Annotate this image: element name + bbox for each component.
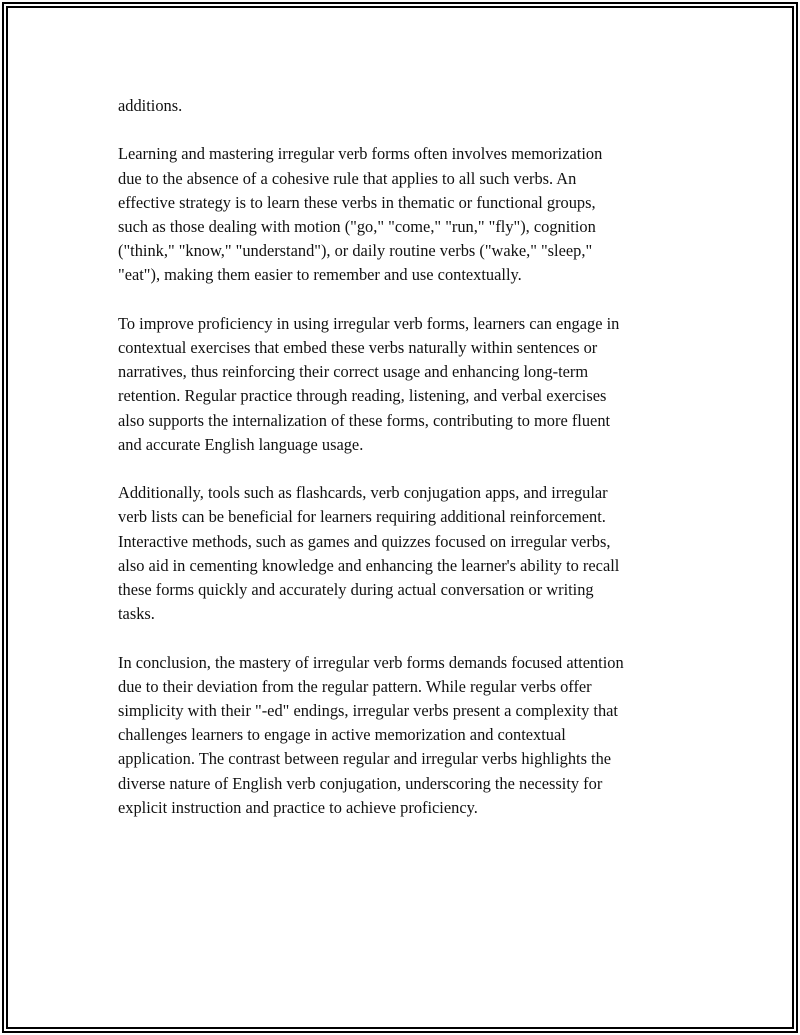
text-line: verb lists can be beneficial for learners requiring additional reinforcement. (118, 507, 606, 527)
paragraph-continuation (118, 94, 698, 118)
text-line: due to the absence of a cohesive rule that applies to all such verbs. An (118, 168, 577, 188)
text-line: challenges learners to engage in active memorization and contextual (118, 725, 566, 745)
text-line: ("think," "know," "understand"), or daily routine verbs ("wake," "sleep," (118, 241, 593, 261)
paragraph-conclusion (118, 651, 698, 820)
text-line: "eat"), making them easier to remember and use contextually. (118, 265, 522, 285)
text-line: In conclusion, the mastery of irregular verb forms demands focused attention (118, 652, 624, 672)
text-line: retention. Regular practice through reading, listening, and verbal exercises (118, 386, 607, 406)
text-line: tasks. (118, 604, 155, 624)
text-line: explicit instruction and practice to achieve proficiency. (118, 797, 478, 817)
text-line: also supports the internalization of these forms, contributing to more fluent (118, 410, 611, 430)
text-line: simplicity with their "-ed" endings, irregular verbs present a complexity that (118, 701, 618, 721)
text-line: Learning and mastering irregular verb forms often involves memorization (118, 144, 603, 164)
text-line: Interactive methods, such as games and quizzes focused on irregular verbs, (118, 531, 611, 551)
paragraph-tools (118, 481, 698, 626)
text-line: due to their deviation from the regular pattern. While regular verbs offer (118, 676, 592, 696)
text-line: also aid in cementing knowledge and enhancing the learner's ability to recall (118, 555, 620, 575)
text-line: these forms quickly and accurately during actual conversation or writing (118, 580, 594, 600)
text-line: narratives, thus reinforcing their correct usage and enhancing long-term (118, 362, 589, 382)
paragraph-memorization-strategy (118, 142, 698, 287)
text-line: and accurate English language usage. (118, 434, 364, 454)
document-body (118, 94, 698, 844)
paragraph-contextual-exercises (118, 312, 698, 457)
text-line: effective strategy is to learn these verbs in thematic or functional groups, (118, 192, 596, 212)
text-line: additions. (118, 96, 183, 115)
text-line: diverse nature of English verb conjugation, underscoring the necessity for (118, 773, 603, 793)
text-line: To improve proficiency in using irregular verb forms, learners can engage in (118, 313, 620, 333)
text-line: Additionally, tools such as flashcards, verb conjugation apps, and irregular (118, 483, 608, 503)
text-line: application. The contrast between regular and irregular verbs highlights the (118, 749, 612, 769)
text-line: such as those dealing with motion ("go," "come," "run," "fly"), cognition (118, 217, 596, 236)
text-line: contextual exercises that embed these verbs naturally within sentences or (118, 338, 598, 357)
